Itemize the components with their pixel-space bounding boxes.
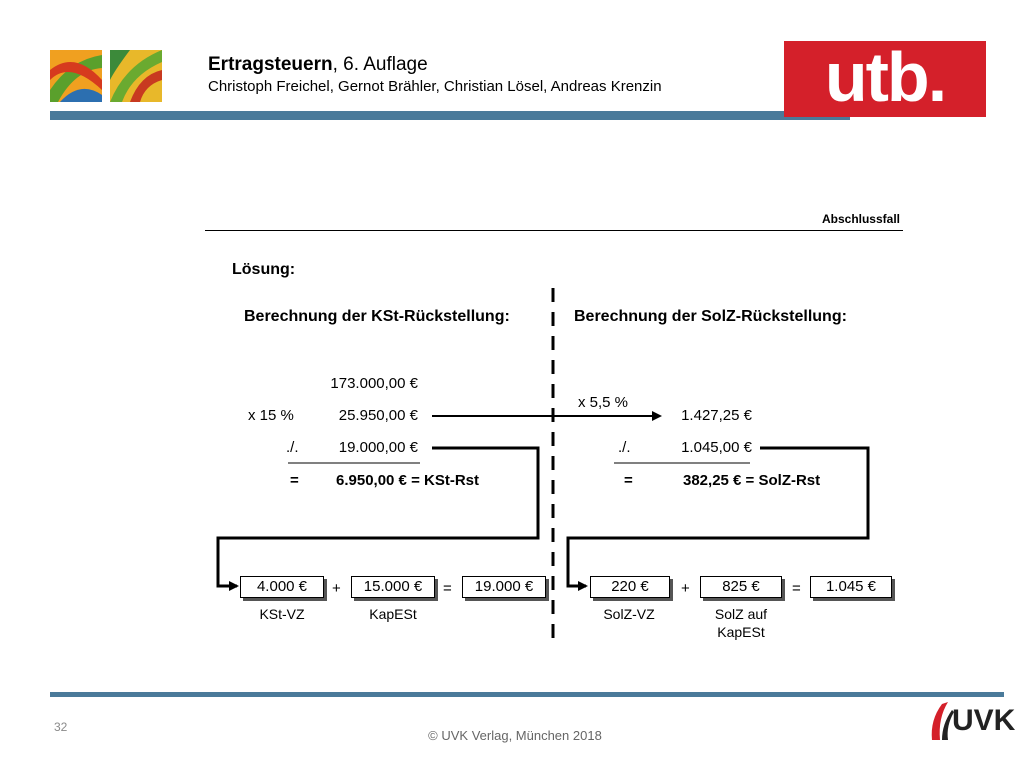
caption-kst-vz: KSt-VZ — [259, 606, 305, 622]
box-kapest: 15.000 € — [351, 576, 435, 598]
box-solz-vz: 220 € — [590, 576, 670, 598]
solz-rate-label: x 5,5 % — [578, 394, 629, 411]
left-connector — [218, 448, 538, 586]
right-result-sign: = — [624, 472, 633, 489]
uvk-logo: UVK — [928, 700, 1008, 744]
left-plus: + — [332, 580, 341, 597]
copyright: © UVK Verlag, München 2018 — [428, 728, 602, 743]
box-kst-sum: 19.000 € — [462, 576, 546, 598]
book-authors: Christoph Freichel, Gernot Brähler, Christian Lösel, Andreas Krenzin — [208, 78, 662, 95]
left-label-3: ./. — [286, 439, 299, 456]
left-label-2: x 15 % — [248, 407, 294, 424]
box-solz-sum: 1.045 € — [810, 576, 892, 598]
box-solz-kapest: 825 € — [700, 576, 782, 598]
right-result: 382,25 € = SolZ-Rst — [683, 472, 821, 489]
right-plus: + — [681, 580, 690, 597]
loesung-heading: Lösung: — [232, 261, 296, 278]
left-value-1: 173.000,00 € — [330, 375, 418, 392]
left-result: 6.950,00 € = KSt-Rst — [336, 472, 479, 489]
left-result-sign: = — [290, 472, 299, 489]
caption-solz-auf: SolZ auf — [714, 606, 768, 622]
left-value-2: 25.950,00 € — [338, 407, 418, 424]
right-equals: = — [792, 580, 801, 597]
box-kst-vz: 4.000 € — [240, 576, 324, 598]
right-connector — [568, 448, 868, 586]
page-number: 32 — [54, 720, 68, 734]
left-heading: Berechnung der KSt-Rückstellung: — [244, 308, 510, 325]
book-title: Ertragsteuern, 6. Auflage — [208, 54, 428, 75]
right-value-2: 1.045,00 € — [681, 439, 752, 456]
footer-divider-bar — [50, 692, 1004, 697]
right-heading: Berechnung der SolZ-Rückstellung: — [574, 308, 847, 325]
right-label-2: ./. — [618, 439, 631, 456]
caption-solz-kapest: KapESt — [717, 624, 765, 640]
caption-solz-vz: SolZ-VZ — [603, 606, 655, 622]
right-value-1: 1.427,25 € — [681, 407, 752, 424]
utb-logo: utb. — [784, 41, 986, 117]
left-equals: = — [443, 580, 452, 597]
left-value-3: 19.000,00 € — [338, 439, 418, 456]
caption-kapest: KapESt — [369, 606, 417, 622]
section-label: Abschlussfall — [821, 212, 900, 226]
